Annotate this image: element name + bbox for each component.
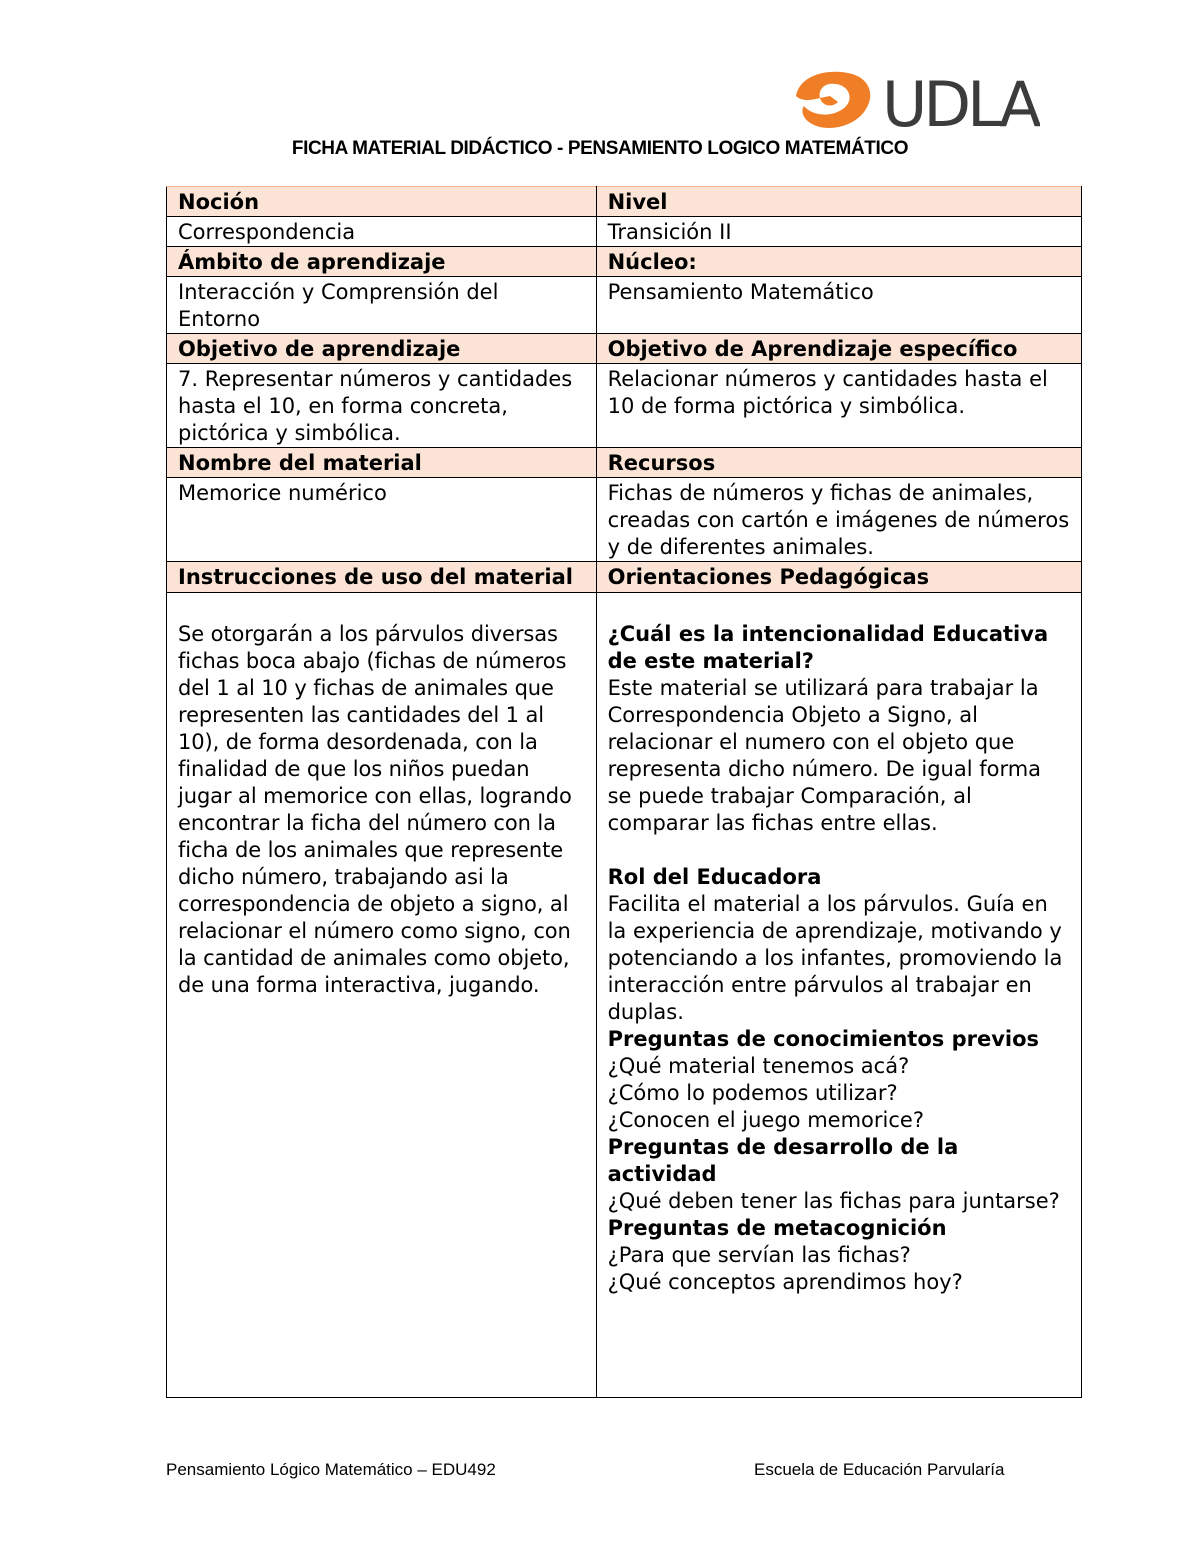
objetivo-value: 7. Representar números y cantidades hasta el 10, en forma concreta, pictórica y simbólica. [167,364,597,448]
nivel-value: Transición II [596,217,1081,247]
header-row-nocion [167,187,1082,217]
objetivo-especifico-value: Relacionar números y cantidades hasta el 10 de forma pictórica y simbólica. [596,364,1081,448]
rol-text: Facilita el material a los párvulos. Guía en la experiencia de aprendizaje, motivando y potenciando a los infantes, promoviendo la interacción entre párvulos al trabajar en duplas. [607,892,1063,1024]
meta-question-1: ¿Para que servían las fichas? [607,1243,911,1267]
recursos-value: Fichas de números y fichas de animales, creadas con cartón e imágenes de números y de diferentes animales. [596,478,1081,562]
rol-heading: Rol del Educadora [607,865,822,889]
value-row-objetivo [167,364,1082,448]
intencionalidad-heading: ¿Cuál es la intencionalidad Educativa de este material? [607,622,1049,673]
header-row-ambito [167,247,1082,277]
value-row-material [167,478,1082,562]
previos-question-1: ¿Qué material tenemos acá? [607,1054,910,1078]
previos-question-3: ¿Conocen el juego memorice? [607,1108,924,1132]
intencionalidad-text: Este material se utilizará para trabajar la Correspondencia Objeto a Signo, al relacionar el numero con el objeto que representa dicho número. De igual forma se puede trabajar Comparación, al comparar las fichas entre ellas. [607,676,1042,835]
svg-text:UDLA: UDLA [882,68,1038,136]
nucleo-value: Pensamiento Matemático [596,277,1081,334]
nucleo-label: Núcleo: [596,247,1081,277]
value-row-ambito [167,277,1082,334]
footer-course: Pensamiento Lógico Matemático – EDU492 [166,1460,496,1479]
footer-school: Escuela de Educación Parvularía [754,1460,1005,1479]
instrucciones-value: Se otorgarán a los párvulos diversas fichas boca abajo (fichas de números del 1 al 10 y fichas de animales que representen las cantidades del 1 al 10), de forma desordenada, con la finalidad de que los niños puedan jugar al memorice con ellas, logrando encontrar la ficha del número con la ficha de los animales que represente dicho número, trabajando asi la correspondencia de objeto a signo, al relacionar el número como signo, con la cantidad de animales como objeto, de una forma interactiva, jugando. [167,593,597,1398]
desarrollo-question-1: ¿Qué deben tener las fichas para juntarse? [607,1189,1060,1213]
udla-logo [790,66,1040,136]
header-row-objetivo [167,334,1082,364]
previos-question-2: ¿Cómo lo podemos utilizar? [607,1081,898,1105]
ambito-label: Ámbito de aprendizaje [167,247,597,277]
ficha-table [166,186,1082,1398]
instrucciones-label: Instrucciones de uso del material [167,562,597,593]
previos-heading: Preguntas de conocimientos previos [607,1027,1040,1051]
ambito-value: Interacción y Comprensión del Entorno [167,277,597,334]
recursos-label: Recursos [596,448,1081,478]
value-row-instrucciones [167,593,1082,1398]
desarrollo-heading: Preguntas de desarrollo de la actividad [607,1135,959,1186]
header-row-instrucciones [167,562,1082,593]
orientaciones-value [596,593,1081,1398]
meta-heading: Preguntas de metacognición [607,1216,947,1240]
spacer [608,837,1070,864]
nivel-label: Nivel [596,187,1081,217]
objetivo-especifico-label: Objetivo de Aprendizaje específico [596,334,1081,364]
document-title: FICHA MATERIAL DIDÁCTICO - PENSAMIENTO LOGICO MATEMÁTICO [291,138,909,159]
header-row-material [167,448,1082,478]
meta-question-2: ¿Qué conceptos aprendimos hoy? [607,1270,963,1294]
material-value: Memorice numérico [167,478,597,562]
nocion-value: Correspondencia [167,217,597,247]
material-label: Nombre del material [167,448,597,478]
value-row-nocion [167,217,1082,247]
objetivo-label: Objetivo de aprendizaje [167,334,597,364]
orientaciones-label: Orientaciones Pedagógicas [596,562,1081,593]
nocion-label: Noción [167,187,597,217]
